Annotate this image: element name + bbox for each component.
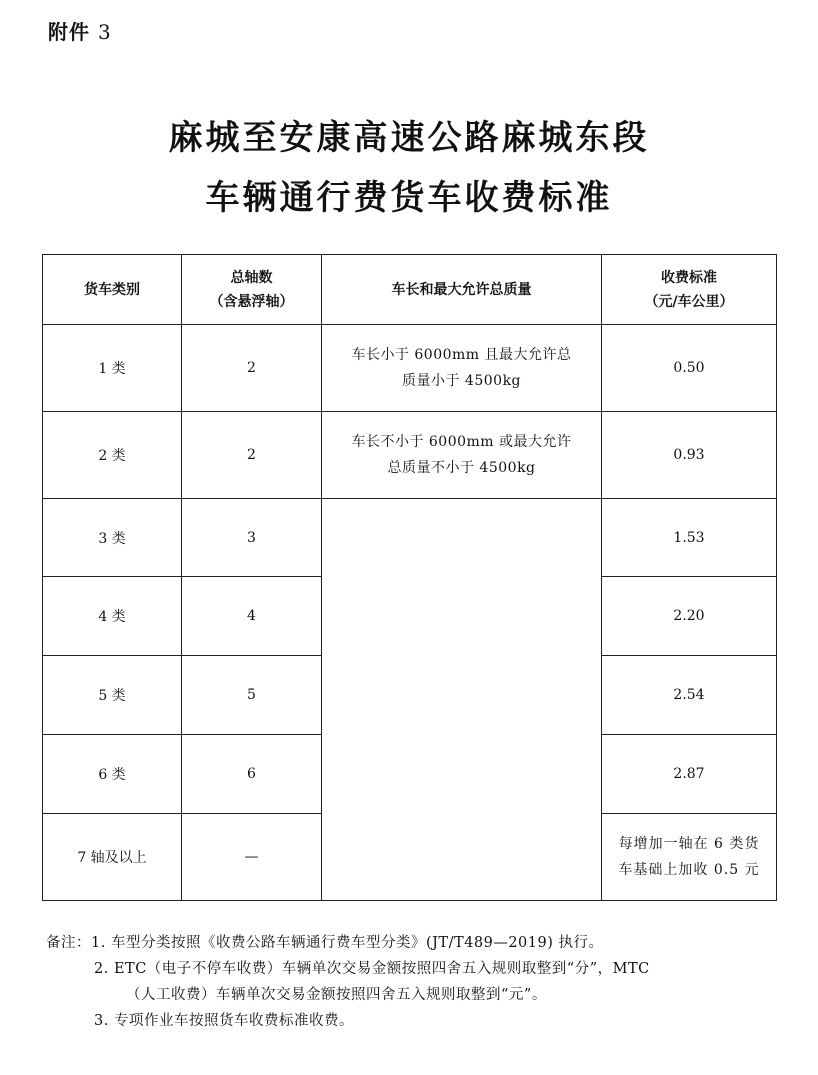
table-row: [43, 412, 777, 499]
cell-axles: 2: [182, 325, 322, 412]
note-3: 3. 专项作业车按照货车收费标准收费。: [94, 1013, 354, 1029]
cell-category: 5 类: [43, 656, 182, 735]
cell-fee: 0.50: [602, 325, 777, 412]
col-header-fee: 收费标准 （元/车公里）: [602, 255, 777, 325]
cell-category: 7 轴及以上: [43, 814, 182, 901]
cell-category: 1 类: [43, 325, 182, 412]
attachment-label: [48, 16, 112, 45]
cell-fee: 0.93: [602, 412, 777, 499]
cell-axles: 5: [182, 656, 322, 735]
note-1: 备注：1. 车型分类按照《收费公路车辆通行费车型分类》(JT/T489—2019) 执行。: [46, 935, 604, 951]
page-title-line1: 麻城至安康高速公路麻城东段: [168, 118, 650, 158]
cell-axles: 3: [182, 499, 322, 577]
attachment-number: 3: [97, 20, 112, 44]
cell-fee: 2.20: [602, 577, 777, 656]
table-header-row: [43, 255, 777, 325]
table-row: [43, 325, 777, 412]
cell-fee: 1.53: [602, 499, 777, 577]
col-header-category: 货车类别: [43, 255, 182, 325]
cell-category: 6 类: [43, 735, 182, 814]
cell-fee: 2.54: [602, 656, 777, 735]
cell-axles: 2: [182, 412, 322, 499]
cell-size-desc: 车长小于 6000mm 且最大允许总 质量小于 4500kg: [322, 325, 602, 412]
cell-category: 4 类: [43, 577, 182, 656]
notes: [46, 930, 786, 1034]
cell-axles: 4: [182, 577, 322, 656]
cell-fee-extra: 每增加一轴在 6 类货 车基础上加收 0.5 元: [602, 814, 777, 901]
cell-fee: 2.87: [602, 735, 777, 814]
cell-axles: 6: [182, 735, 322, 814]
page-title-line2: 车辆通行费货车收费标准: [205, 178, 613, 218]
note-2-line2: （人工收费）车辆单次交易金额按照四舍五入规则取整到“元”。: [126, 987, 547, 1003]
notes-prefix: 备注：: [46, 935, 91, 951]
col-header-size: 车长和最大允许总质量: [322, 255, 602, 325]
attachment-label-text: 附件: [48, 20, 90, 44]
cell-axles: —: [182, 814, 322, 901]
cell-category: 2 类: [43, 412, 182, 499]
cell-category: 3 类: [43, 499, 182, 577]
cell-size-desc: 车长不小于 6000mm 或最大允许 总质量不小于 4500kg: [322, 412, 602, 499]
table-row: [43, 499, 777, 577]
note-2-line1: 2. ETC（电子不停车收费）车辆单次交易金额按照四舍五入规则取整到“分”，MTC: [94, 961, 650, 977]
fee-table: [42, 254, 777, 901]
col-header-axles: 总轴数 （含悬浮轴）: [182, 255, 322, 325]
cell-size-merged-blank: [322, 499, 602, 901]
